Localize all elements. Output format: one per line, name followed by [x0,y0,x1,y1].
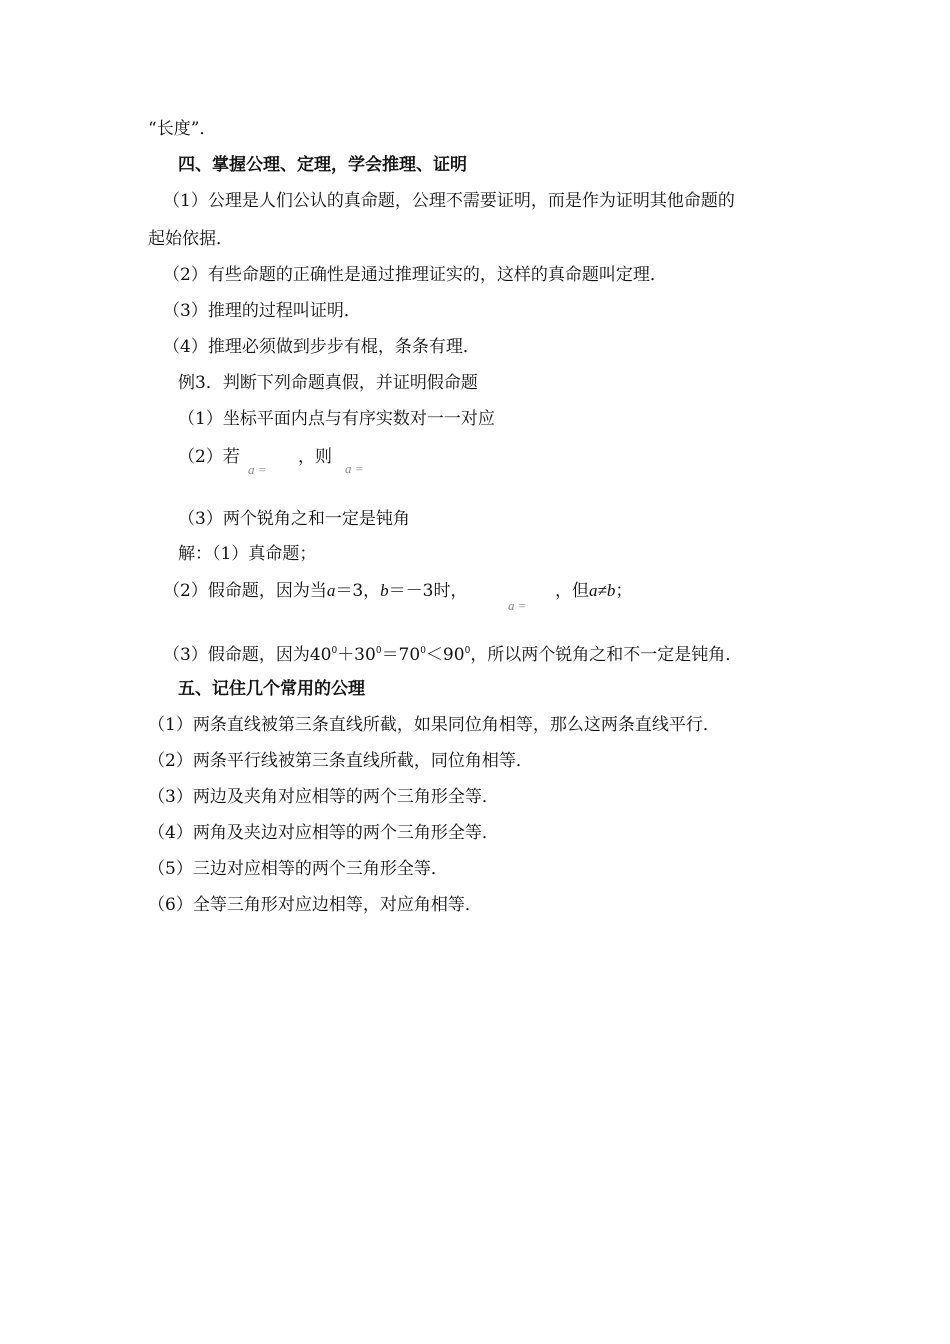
section5-item: （6）全等三角形对应边相等，对应角相等． [148,895,482,915]
sol2-but: ，但 [555,581,589,601]
section5-item: （1）两条直线被第三条直线所截，如果同位角相等，那么这两条直线平行． [148,715,720,735]
section4-p3: （3）推理的过程叫证明． [163,301,361,321]
degree-mark: 0 [464,646,471,656]
section5-item: （2）两条平行线被第三条直线所截，同位角相等． [148,751,533,771]
sol2-end: ； [615,581,633,601]
solution-2 [163,580,633,602]
sol2-prefix: （2）假命题，因为当 [163,581,327,601]
sol3-eq: ＝70 [381,645,421,665]
section5-item: （4）两角及夹边对应相等的两个三角形全等． [148,823,499,843]
sol3-lt: ＜90 [425,645,465,665]
q2-mid: ，则 [298,447,332,467]
sol2-a: a [326,581,336,600]
degree-mark: 0 [331,646,338,656]
section4-p1-line2: 起始依据． [148,229,233,249]
section4-p4: （4）推理必须做到步步有棍，条条有理． [163,337,480,357]
sol2-b: b [380,581,389,600]
sol2-eq3: ＝3， [335,581,381,601]
intro-tail: “长度”． [148,119,217,139]
section5-item: （5）三边对应相等的两个三角形全等． [148,859,448,879]
example3-q1: （1）坐标平面内点与有序实数对一一对应 [178,409,495,429]
q2-formula-a: a = [248,462,267,477]
section5-item: （3）两边及夹角对应相等的两个三角形全等． [148,787,499,807]
section4-p1-line1: （1）公理是人们公认的真命题，公理不需要证明，而是作为证明其他命题的 [163,191,735,211]
section5-title: 五、记住几个常用的公理 [178,679,365,699]
example3-q3: （3）两个锐角之和一定是钝角 [178,509,410,529]
example3-title: 例3．判断下列命题真假，并证明假命题 [178,373,478,393]
solution-3 [163,640,742,666]
sol2-formula: a = [508,598,527,613]
sol2-eqneg3: ＝－3时， [388,581,468,601]
section4-p2: （2）有些命题的正确性是通过推理证实的，这样的真命题叫定理． [163,265,667,285]
q2-prefix: （2）若 [178,447,240,467]
sol3-end: ，所以两个锐角之和不一定是钝角． [470,645,743,665]
degree-mark: 0 [375,646,382,656]
q2-formula-b: a = [345,461,364,476]
section4-title: 四、掌握公理、定理，学会推理、证明 [178,155,467,175]
degree-mark: 0 [420,646,426,656]
example3-q2 [178,446,332,468]
sol3-plus: ＋30 [337,645,376,665]
sol2-aneb: a≠b [589,581,616,600]
solution-1: 解：（1）真命题； [178,544,317,564]
sol3-prefix: （3）假命题，因为40 [163,645,332,665]
